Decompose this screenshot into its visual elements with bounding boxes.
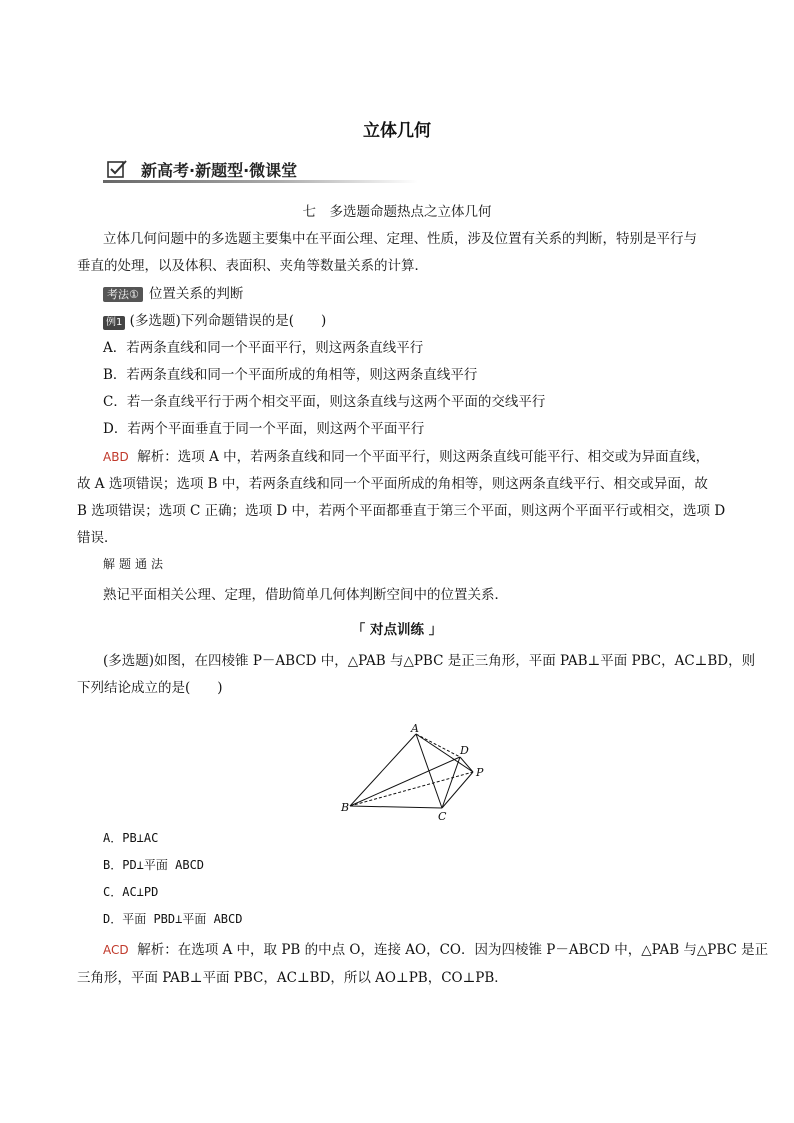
- example-option-b: B．若两条直线和同一个平面所成的角相等，则这两条直线平行: [103, 367, 478, 383]
- method-title: 位置关系的判断: [148, 286, 244, 302]
- page-title: 立体几何: [363, 121, 431, 141]
- training-heading: 「 对点训练 」: [351, 622, 443, 638]
- example-1-stem: [103, 309, 326, 330]
- training-answer: ACD: [103, 943, 129, 957]
- example-label: 例1: [103, 316, 125, 330]
- training-stem-line-1: (多选题)如图，在四棱锥 P－ABCD 中，△PAB 与△PBC 是正三角形，平面 PAB⊥平面 PBC，AC⊥BD，则: [103, 653, 756, 669]
- training-analysis-line-1: ACD 解析：在选项 A 中，取 PB 的中点 O，连接 AO，CO．因为四棱锥 P－ABCD 中，△PAB 与△PBC 是正: [103, 942, 769, 958]
- example-analysis-line-1: ABD 解析：选项 A 中，若两条直线和同一个平面平行，则这两条直线可能平行、相交或为异面直线，: [103, 449, 710, 465]
- banner-underline: [103, 180, 418, 183]
- example-analysis-line-2: 故 A 选项错误；选项 B 中，若两条直线和同一个平面所成的角相等，则这两条直线平行、相交或异面，故: [77, 476, 708, 492]
- example-analysis-line-3: B 选项错误；选项 C 正确；选项 D 中，若两个平面都垂直于第三个平面，则这两个平面平行或相交，选项 D: [77, 503, 726, 519]
- figure-label-p: P: [476, 766, 484, 779]
- section-title: 七 多选题命题热点之立体几何: [302, 204, 492, 220]
- figure-label-c: C: [438, 810, 447, 822]
- training-option-b: B．PD⊥平面 ABCD: [103, 858, 205, 872]
- training-option-c: C．AC⊥PD: [103, 885, 159, 899]
- example-answer: ABD: [103, 450, 129, 464]
- training-option-d: D．平面 PBD⊥平面 ABCD: [103, 912, 243, 926]
- pyramid-figure: [330, 722, 500, 822]
- example-question: (多选题)下列命题错误的是( ): [129, 313, 327, 329]
- example-option-a: A．若两条直线和同一个平面平行，则这两条直线平行: [103, 340, 424, 356]
- example-option-c: C．若一条直线平行于两个相交平面，则这条直线与这两个平面的交线平行: [103, 394, 546, 410]
- training-analysis-line-2: 三角形，平面 PAB⊥平面 PBC，AC⊥BD，所以 AO⊥PB，CO⊥PB．: [77, 970, 508, 986]
- intro-line-2: 垂直的处理，以及体积、表面积、夹角等数量关系的计算．: [77, 258, 428, 274]
- figure-label-a: A: [411, 722, 419, 735]
- figure-label-d: D: [460, 744, 469, 757]
- section-banner: [103, 156, 418, 186]
- training-stem-line-2: 下列结论成立的是( ): [77, 680, 223, 696]
- example-option-d: D．若两个平面垂直于同一个平面，则这两个平面平行: [103, 421, 425, 437]
- method-heading: [103, 282, 243, 302]
- solution-method-heading: 解题通法: [103, 557, 168, 571]
- example-analysis-line-4: 错误．: [77, 530, 118, 546]
- checkbox-icon: [105, 158, 129, 182]
- figure-label-b: B: [341, 801, 350, 814]
- solution-method-text: 熟记平面相关公理、定理，借助简单几何体判断空间中的位置关系．: [103, 587, 508, 603]
- training-option-a: A．PB⊥AC: [103, 831, 159, 845]
- intro-line-1: 立体几何问题中的多选题主要集中在平面公理、定理、性质，涉及位置有关系的判断，特别是平行与: [103, 231, 697, 247]
- banner-title: 新高考·新题型·微课堂: [141, 161, 298, 180]
- method-tag: 考法①: [103, 287, 143, 302]
